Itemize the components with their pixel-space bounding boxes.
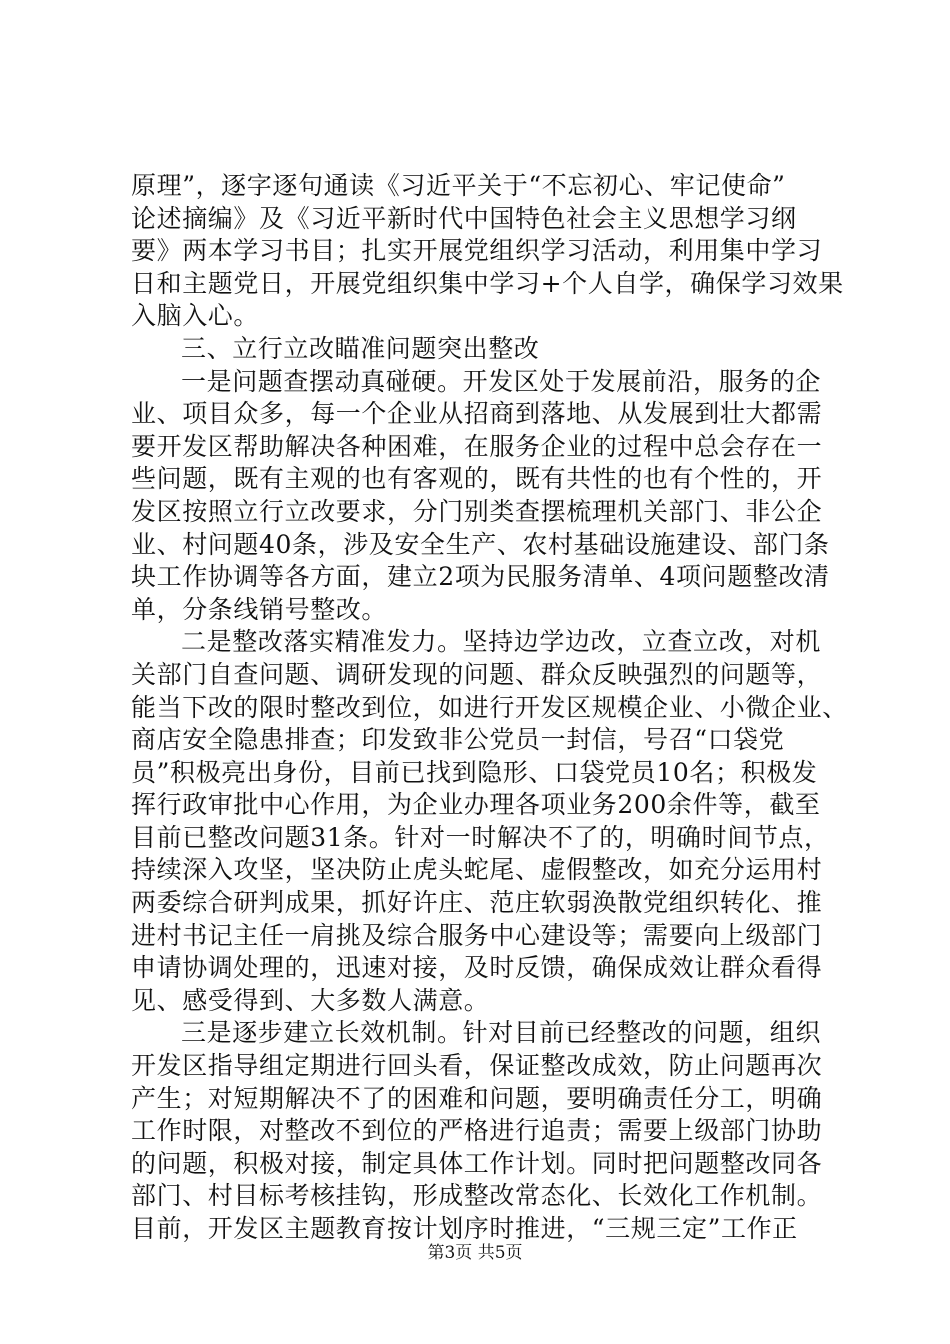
- text-line: 关部门自查问题、调研发现的问题、群众反映强烈的问题等，: [131, 659, 823, 689]
- text-line: 进村书记主任一肩挑及综合服务中心建设等；需要向上级部门: [131, 920, 823, 950]
- text-line: 论述摘编》及《习近平新时代中国特色社会主义思想学习纲: [131, 203, 797, 233]
- text-line: 部门、村目标考核挂钩，形成整改常态化、长效化工作机制。: [131, 1181, 823, 1211]
- page-footer: [0, 1242, 950, 1264]
- text-line: 业、村问题40条，涉及安全生产、农村基础设施建设、部门条: [131, 529, 830, 559]
- text-line: 见、感受得到、大多数人满意。: [131, 985, 490, 1015]
- text-line: 商店安全隐患排查；印发致非公党员一封信，号召“口袋党: [131, 725, 785, 755]
- text-line: 入脑入心。: [131, 301, 260, 331]
- text-line: 三是逐步建立长效机制。针对目前已经整改的问题，组织: [181, 1018, 822, 1048]
- text-line: 要开发区帮助解决各种困难，在服务企业的过程中总会存在一: [131, 431, 823, 461]
- text-line: 三、立行立改瞄准问题突出整改: [181, 333, 540, 363]
- text-line: 二是整改落实精准发力。坚持边学边改，立查立改，对机: [181, 627, 822, 657]
- text-line: 申请协调处理的，迅速对接，及时反馈，确保成效让群众看得: [131, 953, 823, 983]
- text-line: 目前，开发区主题教育按计划序时推进，“三规三定”工作正: [131, 1214, 798, 1243]
- text-line: 些问题，既有主观的也有客观的，既有共性的也有个性的，开: [131, 464, 823, 494]
- text-line: 能当下改的限时整改到位，如进行开发区规模企业、小微企业、: [131, 692, 848, 722]
- text-line: 块工作协调等各方面，建立2项为民服务清单、4项问题整改清: [131, 562, 830, 592]
- text-line: 要》两本学习书目；扎实开展党组织学习活动，利用集中学习: [131, 236, 823, 266]
- text-line: 日和主题党日，开展党组织集中学习+个人自学，确保学习效果: [131, 268, 844, 298]
- text-line: 产生；对短期解决不了的困难和问题，要明确责任分工，明确: [131, 1083, 823, 1113]
- page-number: 第3页 共5页: [427, 1243, 523, 1263]
- text-line: 的问题，积极对接，制定具体工作计划。同时把问题整改同各: [131, 1148, 823, 1178]
- text-line: 工作时限，对整改不到位的严格进行追责；需要上级部门协助: [131, 1116, 823, 1146]
- text-line: 发区按照立行立改要求，分门别类查摆梳理机关部门、非公企: [131, 496, 823, 526]
- document-body: [131, 170, 848, 1246]
- text-line: 目前已整改问题31条。针对一时解决不了的，明确时间节点，: [131, 822, 830, 852]
- text-line: 持续深入攻坚，坚决防止虎头蛇尾、虚假整改，如充分运用村: [131, 855, 823, 885]
- text-line: 单，分条线销号整改。: [131, 594, 388, 624]
- text-line: 业、项目众多，每一个企业从招商到落地、从发展到壮大都需: [131, 399, 823, 429]
- text-line: 两委综合研判成果，抓好许庄、范庄软弱涣散党组织转化、推: [131, 888, 823, 918]
- text-line: 一是问题查摆动真碰硬。开发区处于发展前沿，服务的企: [181, 366, 822, 396]
- text-line: 员”积极亮出身份，目前已找到隐形、口袋党员10名；积极发: [131, 757, 818, 787]
- text-line: 开发区指导组定期进行回头看，保证整改成效，防止问题再次: [131, 1051, 823, 1081]
- text-line: 原理”，逐字逐句通读《习近平关于“不忘初心、牢记使命”: [131, 171, 786, 200]
- text-line: 挥行政审批中心作用，为企业办理各项业务200余件等，截至: [131, 790, 821, 820]
